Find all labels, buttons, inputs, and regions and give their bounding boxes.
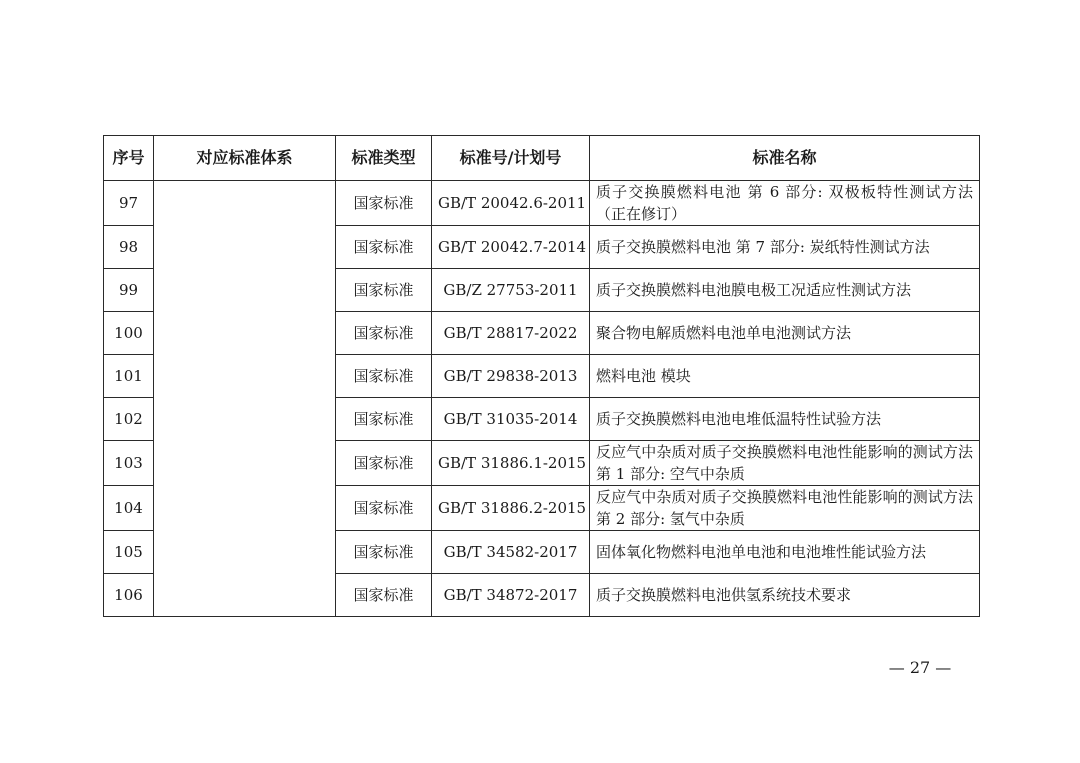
row-code: GB/T 20042.7-2014	[432, 226, 590, 269]
row-code: GB/T 20042.6-2011	[432, 181, 590, 226]
row-number: 102	[104, 398, 154, 441]
row-type: 国家标准	[336, 269, 432, 312]
row-number: 100	[104, 312, 154, 355]
row-type: 国家标准	[336, 531, 432, 574]
table-row	[104, 181, 980, 226]
row-number: 101	[104, 355, 154, 398]
row-code: GB/Z 27753-2011	[432, 269, 590, 312]
row-code: GB/T 34582-2017	[432, 531, 590, 574]
row-number: 103	[104, 441, 154, 486]
row-name: 质子交换膜燃料电池膜电极工况适应性测试方法	[590, 269, 980, 312]
row-name: 反应气中杂质对质子交换膜燃料电池性能影响的测试方法 第 1 部分: 空气中杂质	[590, 441, 980, 486]
page-number: — 27 —	[888, 658, 952, 677]
row-type: 国家标准	[336, 398, 432, 441]
header-serial-number: 序号	[104, 136, 154, 181]
standard-system-cell	[154, 181, 336, 617]
row-type: 国家标准	[336, 486, 432, 531]
row-number: 98	[104, 226, 154, 269]
row-code: GB/T 31886.1-2015	[432, 441, 590, 486]
row-name: 聚合物电解质燃料电池单电池测试方法	[590, 312, 980, 355]
header-standard-system: 对应标准体系	[154, 136, 336, 181]
row-name: 质子交换膜燃料电池 第 6 部分: 双极板特性测试方法（正在修订）	[590, 181, 980, 226]
row-code: GB/T 28817-2022	[432, 312, 590, 355]
row-type: 国家标准	[336, 181, 432, 226]
row-code: GB/T 34872-2017	[432, 574, 590, 617]
header-standard-code: 标准号/计划号	[432, 136, 590, 181]
row-type: 国家标准	[336, 441, 432, 486]
row-name: 固体氧化物燃料电池单电池和电池堆性能试验方法	[590, 531, 980, 574]
row-name: 质子交换膜燃料电池电堆低温特性试验方法	[590, 398, 980, 441]
row-code: GB/T 31035-2014	[432, 398, 590, 441]
table-header-row	[104, 136, 980, 181]
row-number: 105	[104, 531, 154, 574]
row-name: 反应气中杂质对质子交换膜燃料电池性能影响的测试方法 第 2 部分: 氢气中杂质	[590, 486, 980, 531]
row-number: 97	[104, 181, 154, 226]
row-type: 国家标准	[336, 226, 432, 269]
row-number: 106	[104, 574, 154, 617]
row-code: GB/T 31886.2-2015	[432, 486, 590, 531]
row-name: 燃料电池 模块	[590, 355, 980, 398]
header-standard-name: 标准名称	[590, 136, 980, 181]
header-standard-type: 标准类型	[336, 136, 432, 181]
row-number: 104	[104, 486, 154, 531]
row-number: 99	[104, 269, 154, 312]
row-type: 国家标准	[336, 355, 432, 398]
row-type: 国家标准	[336, 312, 432, 355]
row-name: 质子交换膜燃料电池供氢系统技术要求	[590, 574, 980, 617]
row-type: 国家标准	[336, 574, 432, 617]
standards-table	[103, 135, 980, 617]
row-code: GB/T 29838-2013	[432, 355, 590, 398]
row-name: 质子交换膜燃料电池 第 7 部分: 炭纸特性测试方法	[590, 226, 980, 269]
